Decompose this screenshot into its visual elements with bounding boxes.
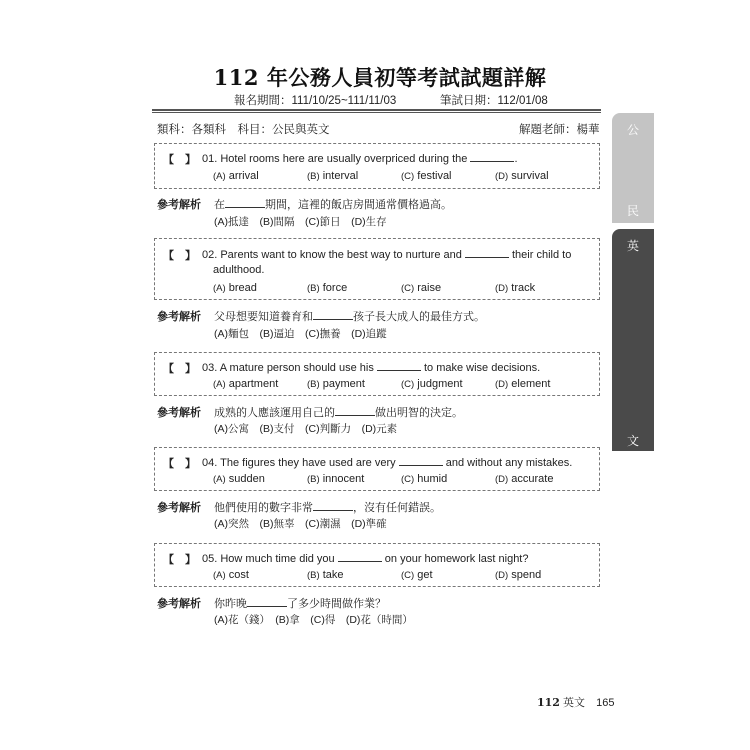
option-b — [307, 569, 344, 581]
question-box — [154, 352, 600, 396]
category-subject: 類科：各類科 科目：公民與英文 — [157, 124, 330, 136]
answer-label: 參考解析 — [157, 407, 201, 419]
answer-bracket: 【 】 — [163, 458, 196, 470]
option-a — [213, 282, 257, 294]
tab-english-char-2: 文 — [626, 434, 639, 448]
explanation-part: 孩子長大成人的最佳方式。 — [353, 311, 485, 323]
option-a — [213, 569, 249, 581]
question-box — [154, 238, 600, 300]
question-text — [202, 455, 572, 469]
question-text — [202, 247, 571, 261]
fill-blank — [465, 247, 509, 258]
option-text: take — [322, 569, 344, 581]
question-line: and without any mistakes. — [445, 457, 573, 469]
option-letter: (D) — [495, 283, 509, 294]
fill-blank — [338, 551, 382, 562]
option-letter: (B) — [307, 283, 320, 294]
option-letter: (D) — [495, 171, 509, 182]
explanation-choices: (A)突然 (B)無辜 (C)潮濕 (D)準確 — [214, 518, 387, 530]
option-a — [213, 170, 259, 182]
answer-bracket: 【 】 — [163, 250, 196, 262]
question-line: 02. Parents want to know the best way to nurture and — [202, 249, 462, 261]
question-line: to make wise decisions. — [423, 362, 541, 374]
option-text: force — [322, 282, 348, 294]
question-line-2: adulthood. — [213, 264, 265, 276]
option-letter: (A) — [213, 283, 226, 294]
option-c — [401, 170, 452, 182]
answer-bracket: 【 】 — [163, 363, 196, 375]
option-c — [401, 473, 447, 485]
option-b — [307, 170, 358, 182]
option-letter: (A) — [213, 171, 226, 182]
option-letter: (C) — [401, 379, 415, 390]
option-letter: (A) — [213, 474, 226, 485]
question-box — [154, 447, 600, 491]
option-b — [307, 378, 365, 390]
option-text: spend — [511, 569, 542, 581]
explanation-part: 在 — [214, 199, 225, 211]
explanation — [214, 595, 386, 611]
tab-english[interactable] — [612, 229, 654, 451]
option-d — [495, 170, 549, 182]
answer-label: 參考解析 — [157, 199, 201, 211]
header-rule — [152, 109, 601, 111]
option-d — [495, 473, 553, 485]
option-a — [213, 473, 265, 485]
answer-label: 參考解析 — [157, 598, 201, 610]
option-text: arrival — [228, 170, 259, 182]
option-text: innocent — [322, 473, 365, 485]
option-text: judgment — [417, 378, 463, 390]
option-c — [401, 378, 463, 390]
explanation-part: 期間，這裡的飯店房間通常價格過高。 — [265, 199, 452, 211]
explanation-part: 他們使用的數字非常 — [214, 502, 313, 514]
tab-civics-char-1: 公 — [626, 123, 639, 137]
option-letter: (B) — [307, 171, 320, 182]
teacher: 解題老師：楊華 — [519, 124, 600, 136]
explanation — [214, 404, 463, 420]
exam-date: 筆試日期：112/01/08 — [440, 95, 548, 107]
option-letter: (C) — [401, 283, 415, 294]
fill-blank — [225, 197, 265, 208]
explanation-part: 了多少時間做作業？ — [287, 598, 386, 610]
tab-civics[interactable] — [612, 113, 654, 223]
option-letter: (A) — [213, 379, 226, 390]
page-title: 112 年公務人員初等考試試題詳解 — [213, 65, 547, 90]
explanation-part: ，沒有任何錯誤。 — [353, 502, 441, 514]
question-text — [202, 151, 518, 165]
option-b — [307, 473, 364, 485]
option-text: festival — [417, 170, 452, 182]
option-text: raise — [417, 282, 442, 294]
fill-blank — [313, 500, 353, 511]
option-b — [307, 282, 347, 294]
option-text: track — [511, 282, 536, 294]
explanation-part: 你昨晚 — [214, 598, 247, 610]
question-box — [154, 543, 600, 587]
answer-bracket: 【 】 — [163, 154, 196, 166]
footer-year: 112 — [537, 696, 560, 709]
option-text: payment — [322, 378, 365, 390]
question-line: 04. The figures they have used are very — [202, 457, 396, 469]
option-text: cost — [228, 569, 249, 581]
option-text: get — [417, 569, 433, 581]
question-line: on your homework last night? — [384, 553, 529, 565]
question-line: their child to — [512, 249, 572, 261]
page-footer — [537, 694, 614, 710]
option-text: element — [511, 378, 551, 390]
question-line: 03. A mature person should use his — [202, 362, 374, 374]
explanation-part: 成熟的人應該運用自己的 — [214, 407, 335, 419]
option-letter: (C) — [401, 474, 415, 485]
explanation-part: 做出明智的決定。 — [375, 407, 463, 419]
option-text: apartment — [228, 378, 279, 390]
option-letter: (C) — [401, 171, 415, 182]
option-c — [401, 282, 441, 294]
option-a — [213, 378, 278, 390]
explanation-choices: (A)抵達 (B)間隔 (C)節日 (D)生存 — [214, 216, 387, 228]
explanation-part: 父母想要知道養育和 — [214, 311, 313, 323]
option-d — [495, 282, 535, 294]
answer-bracket: 【 】 — [163, 554, 196, 566]
option-text: accurate — [511, 473, 554, 485]
option-text: sudden — [228, 473, 265, 485]
option-text: bread — [228, 282, 257, 294]
option-letter: (D) — [495, 379, 509, 390]
tab-civics-char-2: 民 — [626, 204, 639, 218]
option-letter: (A) — [213, 570, 226, 581]
footer-subject: 英文 — [563, 697, 586, 709]
option-letter: (B) — [307, 474, 320, 485]
explanation — [214, 196, 452, 212]
option-letter: (D) — [495, 474, 509, 485]
fill-blank — [247, 596, 287, 607]
tab-english-char-1: 英 — [626, 239, 639, 253]
question-line: 05. How much time did you — [202, 553, 335, 565]
option-text: survival — [511, 170, 549, 182]
option-d — [495, 569, 541, 581]
fill-blank — [335, 405, 375, 416]
option-letter: (B) — [307, 379, 320, 390]
explanation — [214, 308, 485, 324]
explanation-choices: (A)麵包 (B)逼迫 (C)撫養 (D)追蹤 — [214, 328, 387, 340]
explanation — [214, 499, 441, 515]
registration-period: 報名期間：111/10/25~111/11/03 — [234, 95, 397, 107]
explanation-choices: (A)公寓 (B)支付 (C)判斷力 (D)元素 — [214, 423, 398, 435]
answer-label: 參考解析 — [157, 502, 201, 514]
question-text — [202, 551, 528, 565]
option-c — [401, 569, 433, 581]
question-box — [154, 143, 600, 189]
option-text: interval — [322, 170, 359, 182]
fill-blank — [399, 455, 443, 466]
option-letter: (C) — [401, 570, 415, 581]
header-rule-thin — [152, 112, 601, 113]
fill-blank — [377, 360, 421, 371]
question-line-end: . — [514, 153, 518, 165]
question-text — [202, 360, 540, 374]
option-letter: (B) — [307, 570, 320, 581]
answer-label: 參考解析 — [157, 311, 201, 323]
option-text: humid — [417, 473, 448, 485]
fill-blank — [470, 151, 514, 162]
option-d — [495, 378, 550, 390]
page-number: 165 — [596, 697, 615, 709]
question-line: 01. Hotel rooms here are usually overpriced during the — [202, 153, 468, 165]
fill-blank — [313, 309, 353, 320]
option-letter: (D) — [495, 570, 509, 581]
explanation-choices: (A)花（錢） (B)拿 (C)得 (D)花（時間） — [214, 614, 413, 626]
